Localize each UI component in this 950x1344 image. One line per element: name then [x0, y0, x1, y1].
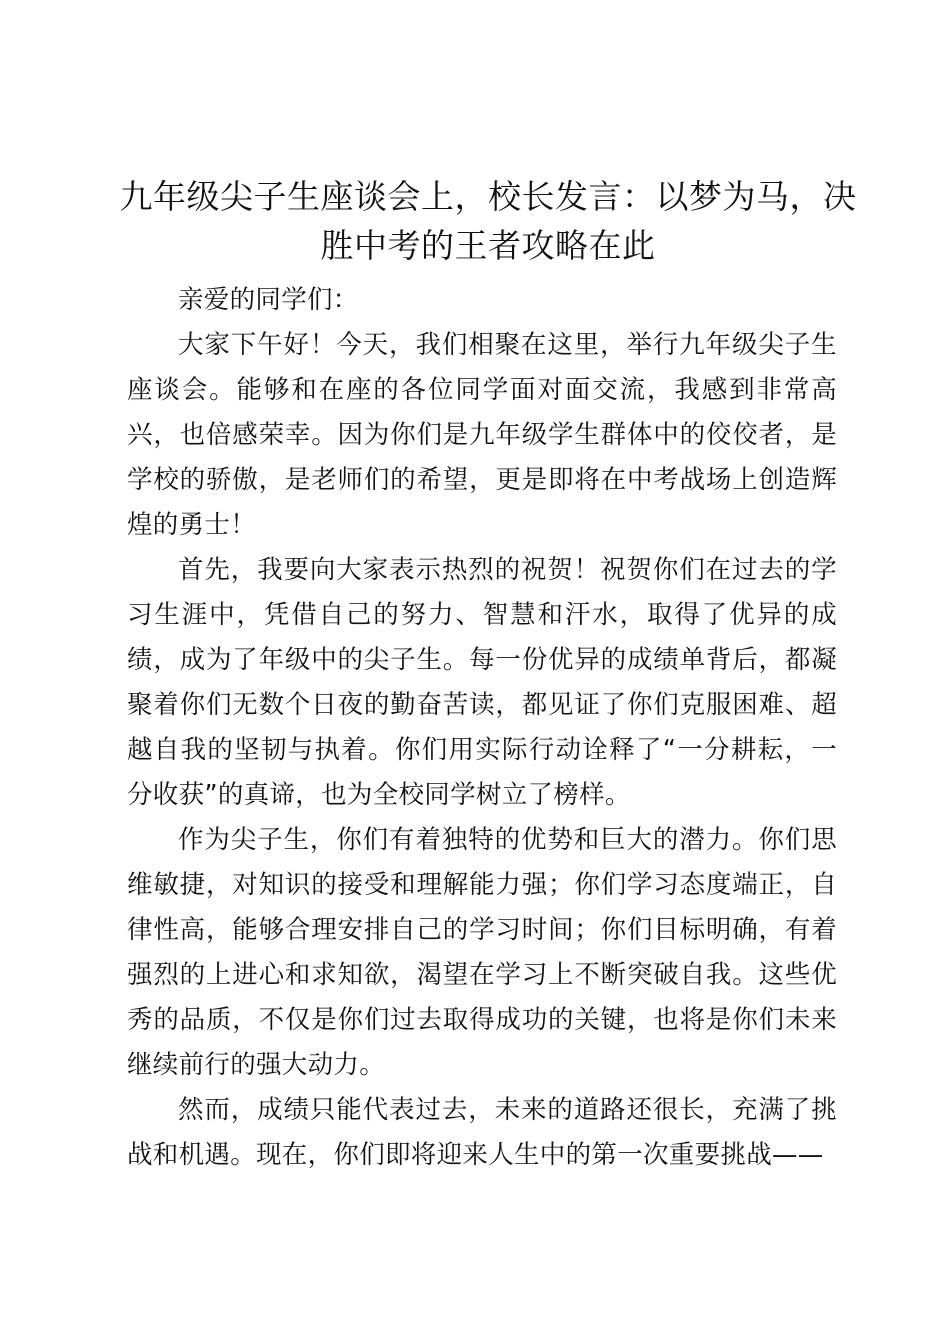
document-body — [127, 278, 837, 1178]
body-paragraph: 首先，我要向大家表示热烈的祝贺！祝贺你们在过去的学习生涯中，凭借自己的努力、智慧和汗水，取得了优异的成绩，成为了年级中的尖子生。每一份优异的成绩单背后，都凝聚着你们无数个日夜的勤奋苦读，都见证了你们克服困难、超越自我的坚韧与执着。你们用实际行动诠释了“一分耕耘，一分收获”的真谛，也为全校同学树立了榜样。 — [127, 555, 837, 810]
body-paragraph: 然而，成绩只能代表过去，未来的道路还很长，充满了挑战和机遇。现在，你们即将迎来人生中的第一次重要挑战—— — [127, 1095, 837, 1170]
greeting-paragraph: 亲爱的同学们： — [178, 285, 359, 315]
body-paragraph: 作为尖子生，你们有着独特的优势和巨大的潜力。你们思维敏捷，对知识的接受和理解能力强；你们学习态度端正，自律性高，能够合理安排自己的学习时间；你们目标明确，有着强烈的上进心和求知欲，渴望在学习上不断突破自我。这些优秀的品质，不仅是你们过去取得成功的关键，也将是你们未来继续前行的强大动力。 — [127, 825, 837, 1080]
body-paragraph: 大家下午好！今天，我们相聚在这里，举行九年级尖子生座谈会。能够和在座的各位同学面对面交流，我感到非常高兴，也倍感荣幸。因为你们是九年级学生群体中的佼佼者，是学校的骄傲，是老师们的希望，更是即将在中考战场上创造辉煌的勇士！ — [127, 330, 837, 540]
document-title: 九年级尖子生座谈会上，校长发言：以梦为马，决胜中考的王者攻略在此 — [119, 177, 857, 265]
